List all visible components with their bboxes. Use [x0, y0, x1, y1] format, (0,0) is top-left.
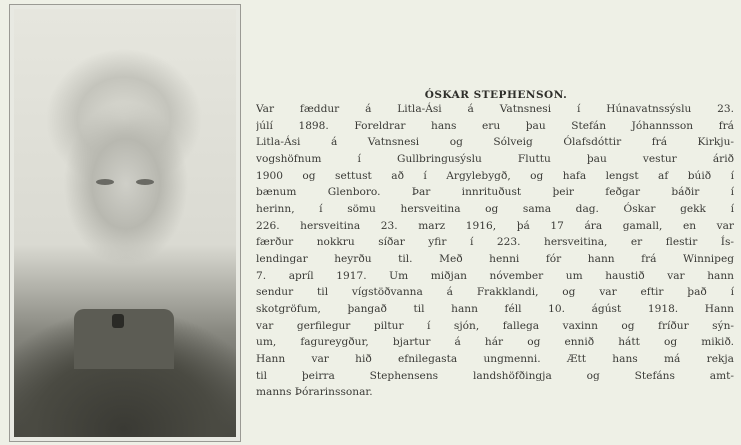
body-text-line: Hann var hið efnilegasta ungmenni. Ætt hans má rekja [256, 352, 734, 365]
body-text-line: herinn, í sömu hersveitina og sama dag. Óskar gekk í [256, 202, 734, 215]
body-text-line: skotgröfum, þangað til hann féll 10. ágúst 1918. Hann [256, 302, 734, 315]
body-text-line: manns Þórarinssonar. [256, 386, 373, 399]
body-text-line: 226. hersveitina 23. marz 1916, þá 17 ára gamall, en var [256, 219, 734, 232]
body-text-line: Var fæddur á Litla-Ási á Vatnsnesi í Húnavatnssýslu 23. [256, 103, 734, 115]
portrait-eye [136, 179, 154, 185]
portrait-photo-frame [9, 4, 241, 442]
portrait-photo [14, 9, 236, 437]
body-text-line: 7. apríl 1917. Um miðjan nóvember um haustið var hann [256, 269, 734, 282]
body-text-line: færður nokkru síðar yfir í 223. hersveitina, er flestir Ís- [256, 236, 734, 249]
body-text-line: Litla-Ási á Vatnsnesi og Sólveig Ólafsdóttir frá Kirkju- [256, 136, 734, 149]
body-text-line: bænum Glenboro. Þar innrituðust þeir feðgar báðir í [256, 186, 734, 199]
body-text-line: um, fagureygður, bjartur á hár og ennið hátt og mikið. [256, 336, 734, 349]
body-text-line: júlí 1898. Foreldrar hans eru þau Stefán Jóhannsson frá [256, 119, 734, 132]
article-title: ÓSKAR STEPHENSON. [424, 89, 568, 101]
body-text-line: var gerfilegur piltur í sjón, fallega vaxinn og fríður sýn- [256, 319, 734, 332]
collar-badge [112, 314, 124, 328]
body-text-line: vogshöfnum í Gullbringusýslu Fluttu þau vestur árið [256, 152, 734, 165]
article-body [256, 101, 734, 401]
portrait-eye [96, 179, 114, 185]
body-text-line: lendingar heyrðu til. Með henni fór hann frá Winnipeg [256, 252, 734, 265]
body-text-line: 1900 og settust að í Argylebygð, og hafa lengst af búið í [256, 169, 734, 182]
body-text-line: sendur til vígstöðvanna á Frakklandi, og var eftir það í [256, 286, 734, 299]
body-text-line: til þeirra Stephensens landshöfðingja og Stefáns amt- [256, 369, 734, 382]
uniform-collar [74, 309, 174, 369]
